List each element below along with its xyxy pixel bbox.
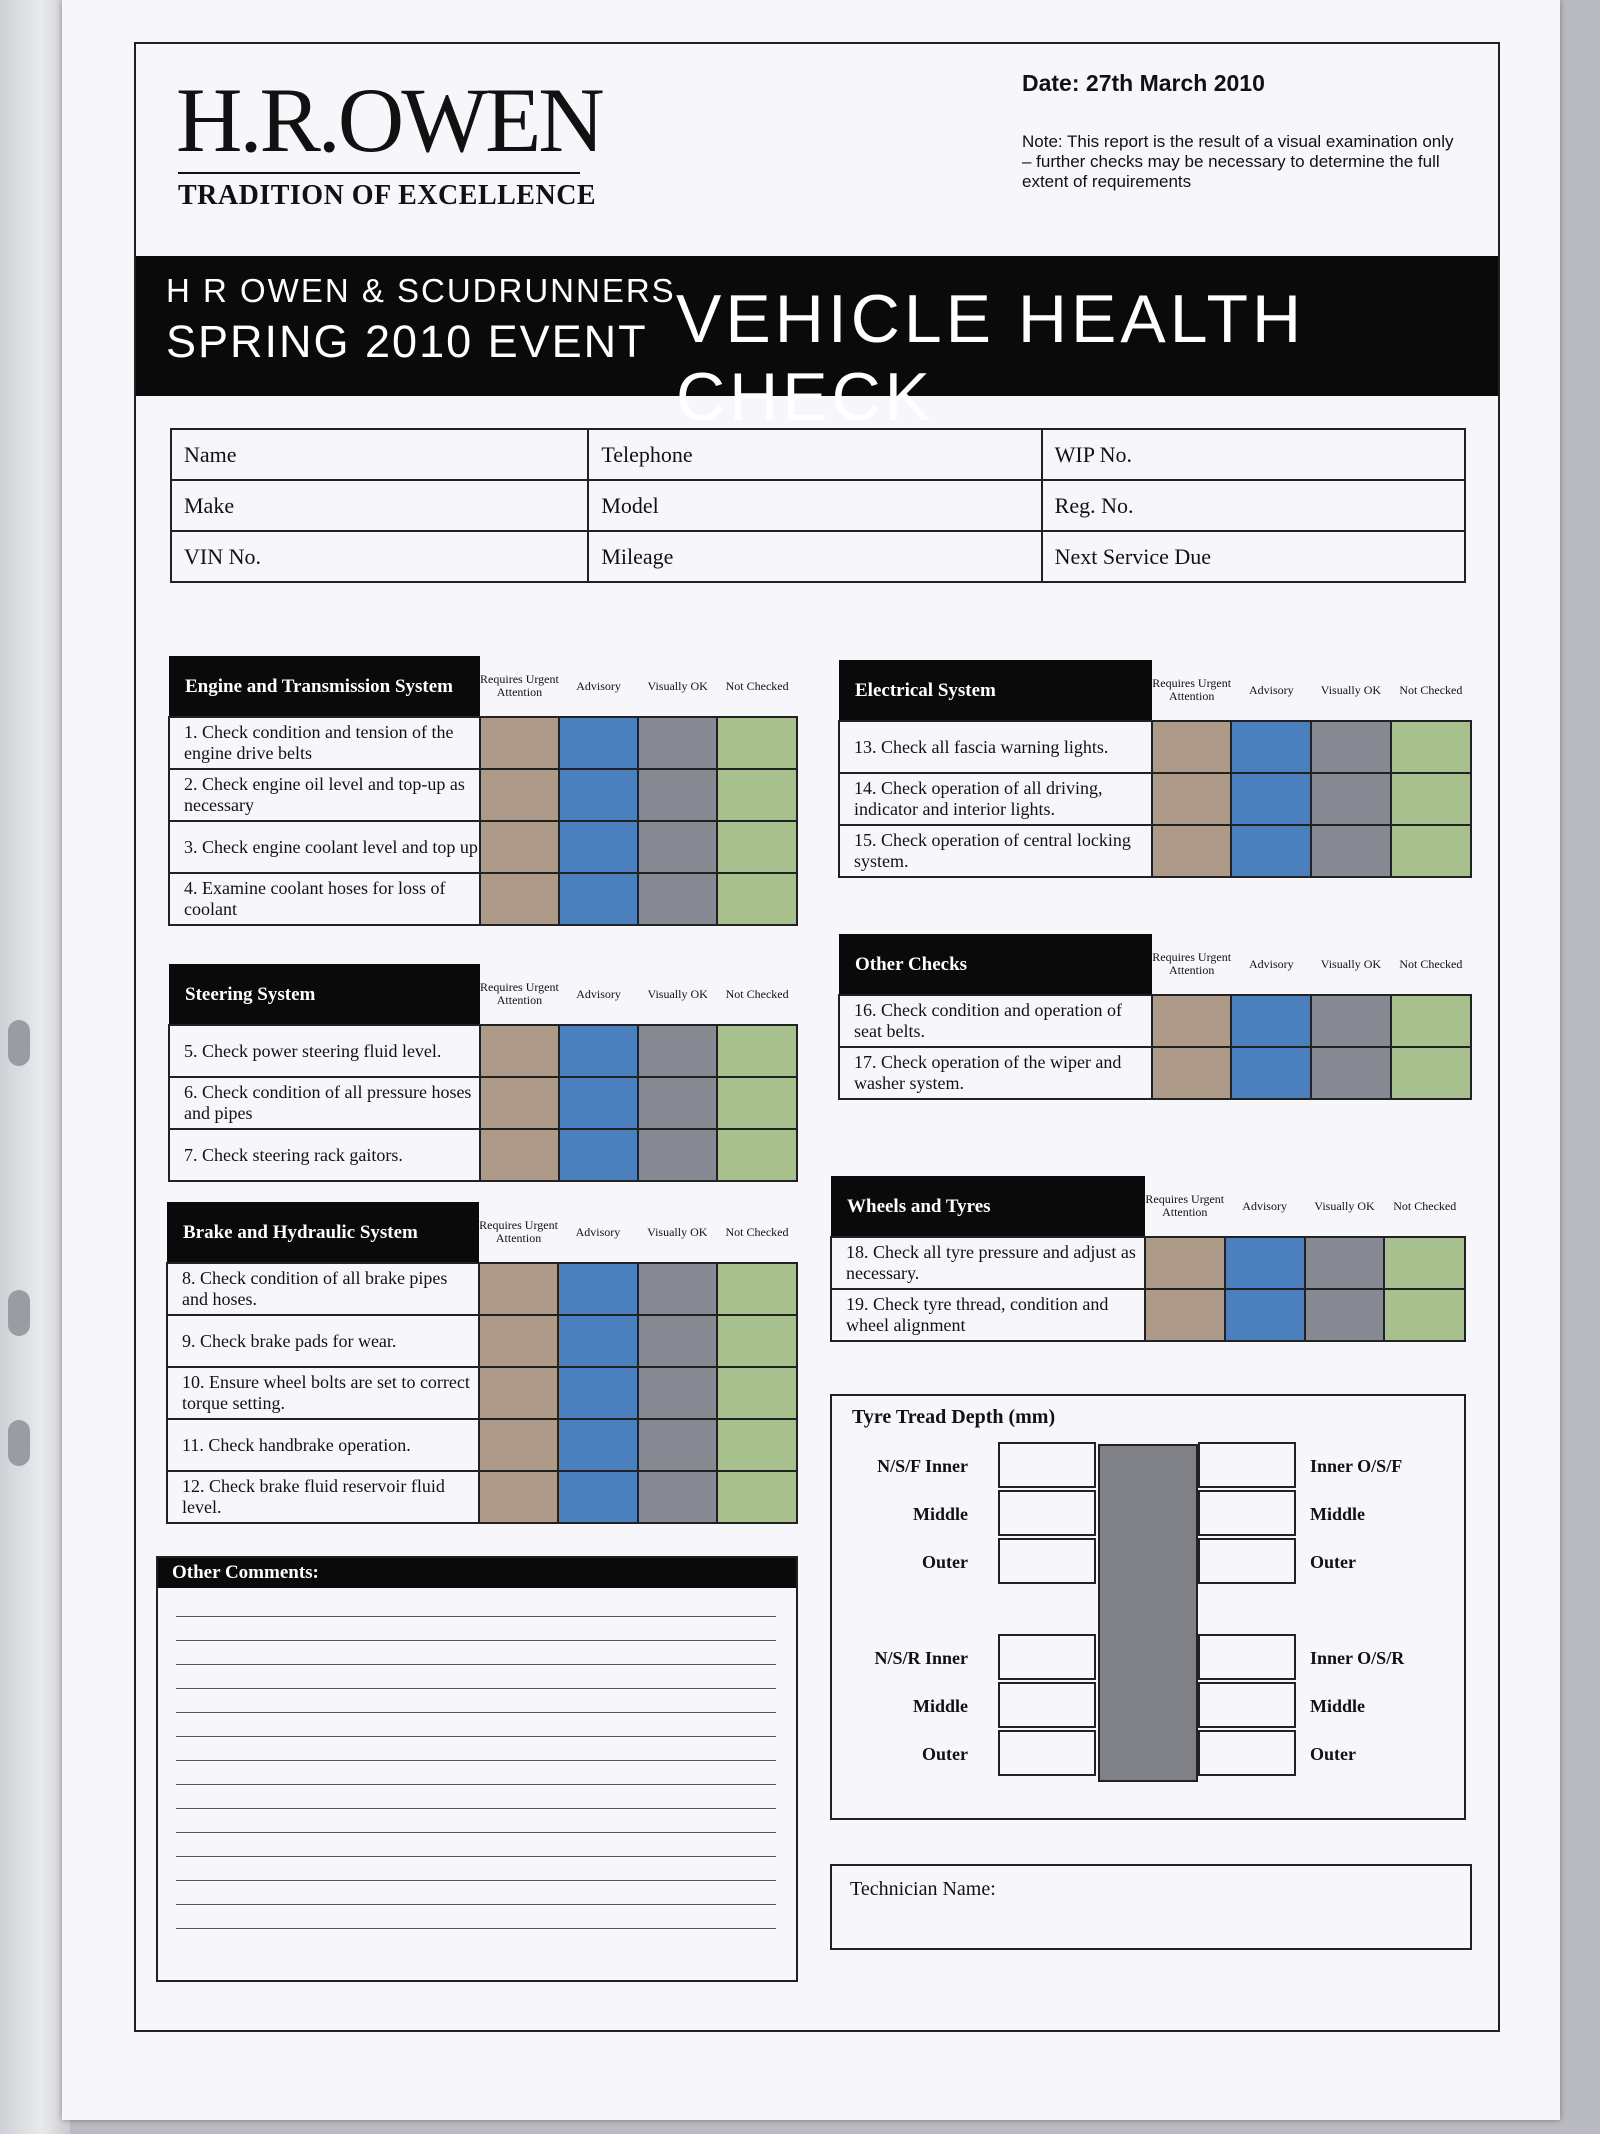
logo-tagline: TRADITION OF EXCELLENCE [178,180,597,211]
brake-section [166,1202,798,1524]
check-item-label: 13. Check all fascia warning lights. [839,721,1152,773]
wheels-tyres-section [830,1176,1466,1342]
vin-field[interactable]: VIN No. [171,531,588,582]
comment-line[interactable] [176,1928,776,1929]
mileage-field[interactable]: Mileage [588,531,1041,582]
status-cell-not-checked[interactable] [717,1263,797,1315]
status-cell-not-checked[interactable] [717,1129,797,1181]
comment-line[interactable] [176,1640,776,1641]
status-cell-visually-ok[interactable] [638,1263,717,1315]
check-item-label: 5. Check power steering fluid level. [169,1025,480,1077]
tyre-position-label: Inner O/S/F [1310,1456,1403,1476]
status-cell-advisory[interactable] [1231,773,1311,825]
tread-depth-input[interactable] [1198,1538,1296,1584]
check-item-label: 10. Ensure wheel bolts are set to correct torque setting. [167,1367,479,1419]
check-row [839,995,1471,1047]
check-item-label: 6. Check condition of all pressure hoses and pipes [169,1077,480,1129]
status-cell-urgent[interactable] [1152,825,1232,877]
column-header-urgent: Requires Urgent Attention [1152,950,1232,977]
status-cell-advisory[interactable] [1225,1289,1305,1341]
status-cell-advisory[interactable] [559,1129,638,1181]
tyre-position-label: Middle [1310,1696,1366,1716]
column-header-urgent: Requires Urgent Attention [479,1218,558,1245]
check-item-label: 12. Check brake fluid reservoir fluid level. [167,1471,479,1523]
status-cell-advisory[interactable] [558,1315,637,1367]
tyre-position-label: Outer [1310,1552,1356,1572]
status-cell-urgent[interactable] [1145,1289,1225,1341]
check-item-label: 19. Check tyre thread, condition and wheel alignment [831,1289,1145,1341]
check-row [167,1263,797,1315]
status-cell-visually-ok[interactable] [638,1077,717,1129]
check-item-label: 3. Check engine coolant level and top up [169,821,480,873]
status-cell-visually-ok[interactable] [1311,1047,1391,1099]
comment-line[interactable] [176,1880,776,1881]
binder-strip [0,0,70,2134]
status-cell-urgent[interactable] [1152,773,1232,825]
tread-depth-input[interactable] [998,1730,1096,1776]
check-item-label: 16. Check condition and operation of seat belts. [839,995,1152,1047]
status-cell-not-checked[interactable] [717,1471,797,1523]
binder-hole [8,1420,30,1466]
status-cell-urgent[interactable] [480,1077,559,1129]
comment-line[interactable] [176,1712,776,1713]
status-cell-not-checked[interactable] [1384,1237,1465,1289]
tread-depth-input[interactable] [998,1682,1096,1728]
check-row [169,1025,797,1077]
check-item-label: 15. Check operation of central locking system. [839,825,1152,877]
technician-label: Technician Name: [850,1878,996,1900]
comment-line[interactable] [176,1856,776,1857]
status-cell-advisory[interactable] [1231,825,1311,877]
event-name: H R OWEN & SCUDRUNNERS [166,272,676,309]
status-cell-not-checked[interactable] [717,1025,797,1077]
check-item-label: 4. Examine coolant hoses for loss of coolant [169,873,480,925]
binder-hole [8,1290,30,1336]
electrical-check-table [838,660,1472,878]
column-header-not-checked: Not Checked [1399,682,1463,697]
status-cell-urgent[interactable] [480,873,559,925]
check-row [831,1289,1465,1341]
status-cell-urgent[interactable] [479,1471,558,1523]
comment-line[interactable] [176,1760,776,1761]
column-header-visually-ok: Visually OK [1314,1198,1375,1213]
section-title: Electrical System [839,660,1152,721]
section-header-row [167,1202,797,1263]
tyre-tread-title: Tyre Tread Depth (mm) [852,1406,1056,1428]
engine-section [168,656,798,926]
status-cell-urgent[interactable] [479,1263,558,1315]
steering-section [168,964,798,1182]
status-cell-urgent[interactable] [480,1025,559,1077]
check-row [831,1237,1465,1289]
status-cell-urgent[interactable] [1152,995,1232,1047]
section-header-row [839,934,1471,995]
wip-field[interactable]: WIP No. [1042,429,1465,480]
electrical-section [838,660,1472,878]
table-row [171,480,1465,531]
check-row [169,769,797,821]
other-check-table [838,934,1472,1100]
next-service-field[interactable]: Next Service Due [1042,531,1465,582]
section-title: Wheels and Tyres [831,1176,1145,1237]
binder-hole [8,1020,30,1066]
status-cell-advisory[interactable] [1231,995,1311,1047]
status-cell-urgent[interactable] [479,1367,558,1419]
tread-depth-input[interactable] [998,1442,1096,1488]
status-cell-advisory[interactable] [559,873,638,925]
check-row [167,1315,797,1367]
make-field[interactable]: Make [171,480,588,531]
tyre-position-label: Inner O/S/R [1310,1648,1405,1668]
section-title: Steering System [169,964,480,1025]
comment-line[interactable] [176,1688,776,1689]
table-row [171,531,1465,582]
tread-depth-input[interactable] [1198,1634,1296,1680]
column-header-advisory: Advisory [576,678,621,693]
tyre-position-label: Middle [1310,1504,1366,1524]
check-row [167,1419,797,1471]
tyre-position-label: Middle [912,1696,968,1716]
section-title: Brake and Hydraulic System [167,1202,479,1263]
status-cell-not-checked[interactable] [1384,1289,1465,1341]
status-cell-visually-ok[interactable] [1305,1237,1385,1289]
engine-check-table [168,656,798,926]
section-header-row [169,964,797,1025]
tread-depth-input[interactable] [998,1634,1096,1680]
status-cell-visually-ok[interactable] [638,1315,717,1367]
status-cell-visually-ok[interactable] [638,821,717,873]
status-cell-not-checked[interactable] [1391,721,1471,773]
status-cell-advisory[interactable] [1231,1047,1311,1099]
check-row [169,1129,797,1181]
check-row [839,721,1471,773]
column-header-not-checked: Not Checked [1393,1198,1457,1213]
form-title: VEHICLE HEALTH CHECK [676,281,1306,435]
report-note: Note: This report is the result of a visual examination only – further checks may be necessary to determine the full extent of requirements [1022,132,1454,191]
status-cell-not-checked[interactable] [717,873,797,925]
check-item-label: 11. Check handbrake operation. [167,1419,479,1471]
report-date: Date: 27th March 2010 [1022,70,1265,96]
status-cell-visually-ok[interactable] [1305,1289,1385,1341]
check-item-label: 17. Check operation of the wiper and washer system. [839,1047,1152,1099]
status-cell-not-checked[interactable] [717,1419,797,1471]
section-header-row [839,660,1471,721]
column-header-not-checked: Not Checked [725,678,789,693]
check-item-label: 14. Check operation of all driving, indicator and interior lights. [839,773,1152,825]
column-header-advisory: Advisory [576,986,621,1001]
status-cell-urgent[interactable] [480,1129,559,1181]
name-field[interactable]: Name [171,429,588,480]
comments-box [156,1556,798,1982]
status-cell-urgent[interactable] [480,717,559,769]
status-cell-not-checked[interactable] [1391,773,1471,825]
status-cell-not-checked[interactable] [1391,995,1471,1047]
check-row [169,717,797,769]
tyre-tread-box [830,1394,1466,1820]
check-item-label: 2. Check engine oil level and top-up as necessary [169,769,480,821]
tread-depth-input[interactable] [1198,1730,1296,1776]
vehicle-info-table [170,428,1466,583]
tread-depth-input[interactable] [1198,1442,1296,1488]
tyre-position-label: N/S/F Inner [877,1456,968,1476]
comment-line[interactable] [176,1616,776,1617]
section-header-row [831,1176,1465,1237]
model-field[interactable]: Model [588,480,1041,531]
comment-line[interactable] [176,1664,776,1665]
steering-check-table [168,964,798,1182]
check-row [167,1367,797,1419]
status-cell-visually-ok[interactable] [1311,773,1391,825]
table-row [171,429,1465,480]
technician-box[interactable] [830,1864,1472,1950]
tyre-position-label: Middle [912,1504,968,1524]
comments-title: Other Comments: [158,1558,796,1588]
status-cell-urgent[interactable] [1145,1237,1225,1289]
column-header-urgent: Requires Urgent Attention [1145,1192,1225,1219]
status-cell-urgent[interactable] [1152,1047,1232,1099]
column-header-not-checked: Not Checked [1399,956,1463,971]
status-cell-not-checked[interactable] [717,717,797,769]
telephone-field[interactable]: Telephone [588,429,1041,480]
status-cell-not-checked[interactable] [717,1077,797,1129]
tyre-position-label: Outer [922,1552,968,1572]
status-cell-visually-ok[interactable] [1311,721,1391,773]
column-header-not-checked: Not Checked [725,1224,789,1239]
status-cell-urgent[interactable] [479,1419,558,1471]
status-cell-not-checked[interactable] [717,769,797,821]
column-header-advisory: Advisory [1248,956,1294,971]
section-title: Engine and Transmission System [169,656,480,717]
check-item-label: 9. Check brake pads for wear. [167,1315,479,1367]
status-cell-advisory[interactable] [558,1367,637,1419]
column-header-visually-ok: Visually OK [1320,682,1382,697]
column-header-visually-ok: Visually OK [647,986,708,1001]
logo-divider [178,172,580,174]
status-cell-visually-ok[interactable] [1311,825,1391,877]
status-cell-visually-ok[interactable] [638,1419,717,1471]
company-logo: H.R.OWEN [176,69,602,171]
status-cell-advisory[interactable] [558,1263,637,1315]
status-cell-visually-ok[interactable] [638,873,717,925]
comment-line[interactable] [176,1904,776,1905]
event-season: SPRING 2010 EVENT [166,316,648,367]
column-header-urgent: Requires Urgent Attention [480,980,559,1007]
check-row [839,1047,1471,1099]
status-cell-not-checked[interactable] [717,1367,797,1419]
check-item-label: 7. Check steering rack gaitors. [169,1129,480,1181]
column-header-advisory: Advisory [1242,1198,1287,1213]
status-cell-urgent[interactable] [1152,721,1232,773]
status-cell-visually-ok[interactable] [1311,995,1391,1047]
status-cell-advisory[interactable] [559,717,638,769]
tyre-tread-icon [1098,1444,1198,1782]
check-row [169,873,797,925]
check-row [839,773,1471,825]
tyre-position-label: Outer [922,1744,968,1764]
status-cell-urgent[interactable] [480,821,559,873]
check-row [839,825,1471,877]
check-row [169,1077,797,1129]
comment-line[interactable] [176,1736,776,1737]
section-header-row [169,656,797,717]
status-cell-urgent[interactable] [480,769,559,821]
tyre-position-label: N/S/R Inner [874,1648,968,1668]
status-cell-not-checked[interactable] [717,1315,797,1367]
other-checks-section [838,934,1472,1100]
wheels-check-table [830,1176,1466,1342]
reg-field[interactable]: Reg. No. [1042,480,1465,531]
tread-depth-input[interactable] [998,1538,1096,1584]
column-header-visually-ok: Visually OK [647,1224,708,1239]
status-cell-visually-ok[interactable] [638,769,717,821]
status-cell-advisory[interactable] [559,769,638,821]
status-cell-advisory[interactable] [1225,1237,1305,1289]
check-row [167,1471,797,1523]
status-cell-visually-ok[interactable] [638,1367,717,1419]
column-header-not-checked: Not Checked [725,986,789,1001]
status-cell-advisory[interactable] [1231,721,1311,773]
status-cell-visually-ok[interactable] [638,1471,717,1523]
section-title: Other Checks [839,934,1152,995]
status-cell-advisory[interactable] [559,821,638,873]
comment-line[interactable] [176,1784,776,1785]
status-cell-not-checked[interactable] [1391,825,1471,877]
column-header-advisory: Advisory [1248,682,1294,697]
status-cell-visually-ok[interactable] [638,717,717,769]
comment-line[interactable] [176,1832,776,1833]
status-cell-advisory[interactable] [558,1471,637,1523]
column-header-urgent: Requires Urgent Attention [1152,676,1232,703]
column-header-advisory: Advisory [575,1224,621,1239]
column-header-urgent: Requires Urgent Attention [480,672,559,699]
tread-depth-input[interactable] [998,1490,1096,1536]
check-row [169,821,797,873]
status-cell-visually-ok[interactable] [638,1129,717,1181]
comment-line[interactable] [176,1808,776,1809]
check-item-label: 8. Check condition of all brake pipes and hoses. [167,1263,479,1315]
status-cell-not-checked[interactable] [1391,1047,1471,1099]
brake-check-table [166,1202,798,1524]
tread-depth-input[interactable] [1198,1490,1296,1536]
status-cell-visually-ok[interactable] [638,1025,717,1077]
status-cell-advisory[interactable] [559,1025,638,1077]
column-header-visually-ok: Visually OK [647,678,708,693]
check-item-label: 1. Check condition and tension of the engine drive belts [169,717,480,769]
status-cell-urgent[interactable] [479,1315,558,1367]
title-banner [136,256,1498,435]
tyre-position-label: Outer [1310,1744,1356,1764]
column-header-visually-ok: Visually OK [1320,956,1382,971]
tread-depth-input[interactable] [1198,1682,1296,1728]
status-cell-advisory[interactable] [559,1077,638,1129]
status-cell-advisory[interactable] [558,1419,637,1471]
check-item-label: 18. Check all tyre pressure and adjust as necessary. [831,1237,1145,1289]
status-cell-not-checked[interactable] [717,821,797,873]
